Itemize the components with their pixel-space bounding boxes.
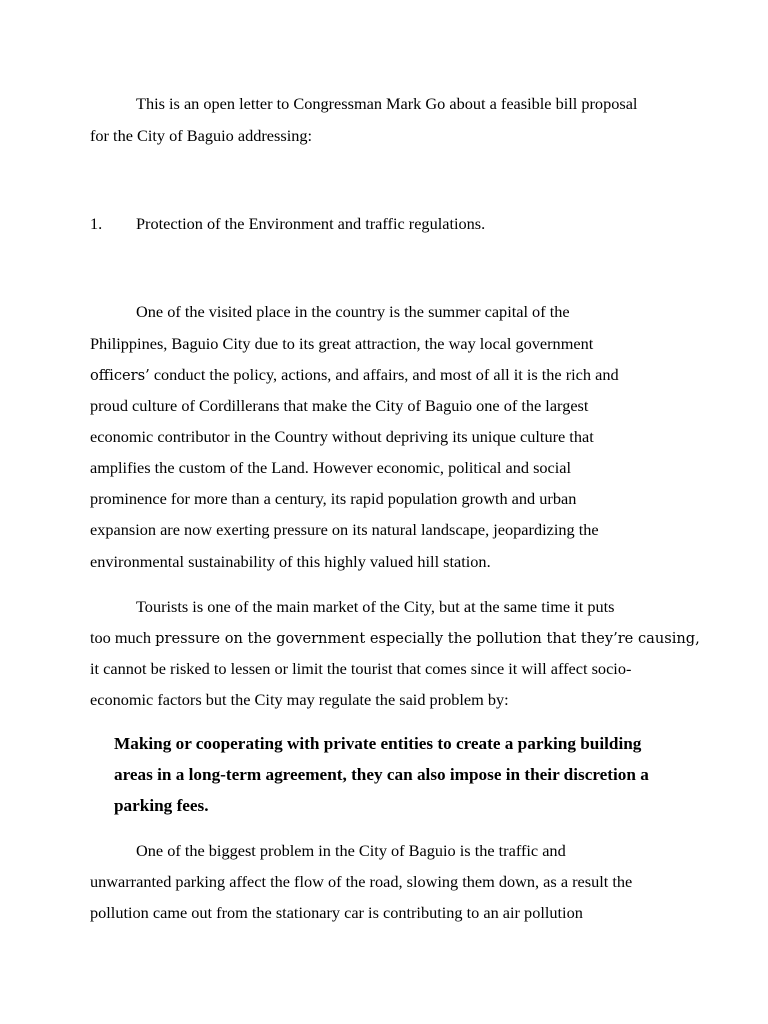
paragraph-1-line-2: Philippines, Baguio City due to its great attraction, the way local government	[90, 334, 594, 353]
intro-line-2: for the City of Baguio addressing:	[90, 126, 313, 145]
paragraph-3-line-2: unwarranted parking affect the flow of the road, slowing them down, as a result the	[90, 872, 633, 891]
paragraph-1-line-9: environmental sustainability of this highly valued hill station.	[90, 552, 491, 571]
paragraph-3-line-1: One of the biggest problem in the City of Baguio is the traffic and	[136, 841, 566, 860]
paragraph-1-line-7: prominence for more than a century, its rapid population growth and urban	[90, 489, 577, 508]
intro-line-1: This is an open letter to Congressman Mark Go about a feasible bill proposal	[136, 94, 638, 113]
list-item-text: Protection of the Environment and traffic regulations.	[136, 214, 486, 233]
paragraph-3-line-3: pollution came out from the stationary car is contributing to an air pollution	[90, 903, 583, 922]
paragraph-2-line-2-dense: pressure on the government especially the pollution that they’re causing,	[155, 630, 700, 647]
paragraph-1-line-4: proud culture of Cordillerans that make the City of Baguio one of the largest	[90, 396, 589, 415]
paragraph-2-line-1: Tourists is one of the main market of the City, but at the same time it puts	[136, 597, 615, 616]
list-number: 1.	[90, 214, 103, 233]
paragraph-1-line-5: economic contributor in the Country without depriving its unique culture that	[90, 427, 594, 446]
paragraph-2-line-2-start: too much	[90, 628, 156, 647]
paragraph-2-line-2	[90, 628, 700, 649]
paragraph-2-line-3: it cannot be risked to lessen or limit the tourist that comes since it will affect socio-	[90, 659, 632, 678]
paragraph-1-line-3	[90, 365, 619, 386]
bold-line-2: areas in a long-term agreement, they can also impose in their discretion a	[114, 765, 649, 784]
officers-word: officers’	[90, 367, 150, 384]
bold-line-3: parking fees.	[114, 796, 209, 815]
paragraph-1-line-6: amplifies the custom of the Land. However economic, political and social	[90, 458, 572, 477]
paragraph-1-line-1: One of the visited place in the country is the summer capital of the	[136, 302, 570, 321]
paragraph-1-line-8: expansion are now exerting pressure on its natural landscape, jeopardizing the	[90, 520, 599, 539]
bold-line-1: Making or cooperating with private entities to create a parking building	[114, 734, 642, 753]
paragraph-1-line-3-rest: conduct the policy, actions, and affairs, and most of all it is the rich and	[149, 365, 619, 384]
paragraph-2-line-4: economic factors but the City may regulate the said problem by:	[90, 690, 509, 709]
